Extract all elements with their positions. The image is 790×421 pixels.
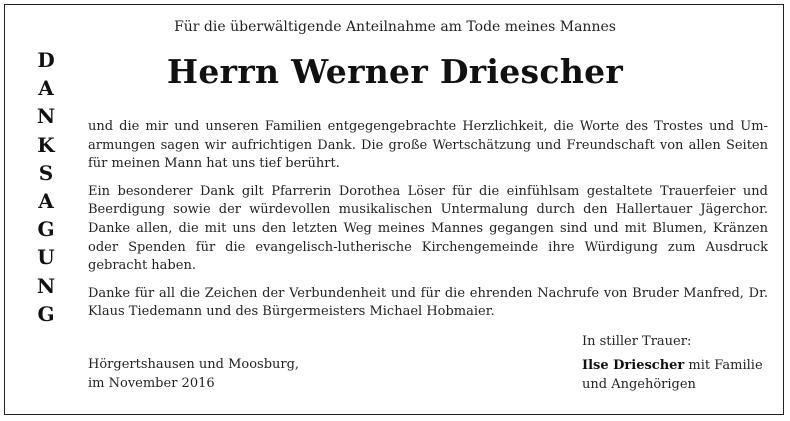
deceased-name: Herrn Werner Driescher — [166, 52, 624, 91]
side-letter: N — [36, 273, 56, 298]
signature-line2: und Angehörigen — [582, 377, 696, 392]
side-letter: G — [37, 301, 55, 326]
signature-name-suffix: mit Familie — [684, 358, 763, 373]
signature-name-line — [582, 356, 763, 375]
side-letter: A — [38, 188, 54, 213]
side-letter: S — [38, 160, 54, 185]
paragraph-obituaries: Danke für all die Zeichen der Verbundenheit und für die ehrenden Nachrufe von Bruder Manfred, Dr. Klaus Tiedemann und des Bürgermeisters Michael Hobmaier. — [88, 285, 768, 320]
place-date-block — [88, 356, 299, 393]
signature-name: Ilse Driescher — [582, 358, 685, 373]
side-letter: N — [36, 104, 56, 129]
paragraph-special-thanks: Ein besonderer Dank gilt Pfarrerin Dorothea Löser für die einfühlsam gestaltete Trauerfeier und Beerdigung sowie der würdevollen musikalischen Untermalung durch den Hallertauer Jägerchor. Danke allen, die mit uns den letzten Weg meines Mannes gegangen sind und mit Blumen, Kränzen oder Spenden für die evangelisch-lutherische Kirchengemeinde ihre Würdigung zum Ausdruck gebracht haben. — [88, 183, 768, 274]
side-letter: A — [38, 76, 54, 101]
intro-line: Für die überwältigende Anteilnahme am Tode meines Mannes — [174, 19, 616, 35]
body-text — [88, 118, 768, 331]
signature-heading: In stiller Trauer: — [582, 334, 692, 349]
side-letter: K — [37, 132, 55, 157]
side-letter: G — [37, 217, 55, 242]
place: Hörgertshausen und Moosburg, — [88, 357, 300, 372]
side-letter: U — [37, 245, 55, 270]
signature-block — [582, 332, 763, 394]
date: im November 2016 — [88, 375, 215, 391]
side-letter: D — [37, 48, 55, 72]
paragraph-thanks: und die mir und unseren Familien entgegengebrachte Herzlichkeit, die Worte des Trostes und Umarmungen sagen wir aufrichtigen Dank. Die große Wertschätzung und Freundschaft von allen Seiten für meinen Mann hat uns tief berührt. — [88, 119, 768, 172]
